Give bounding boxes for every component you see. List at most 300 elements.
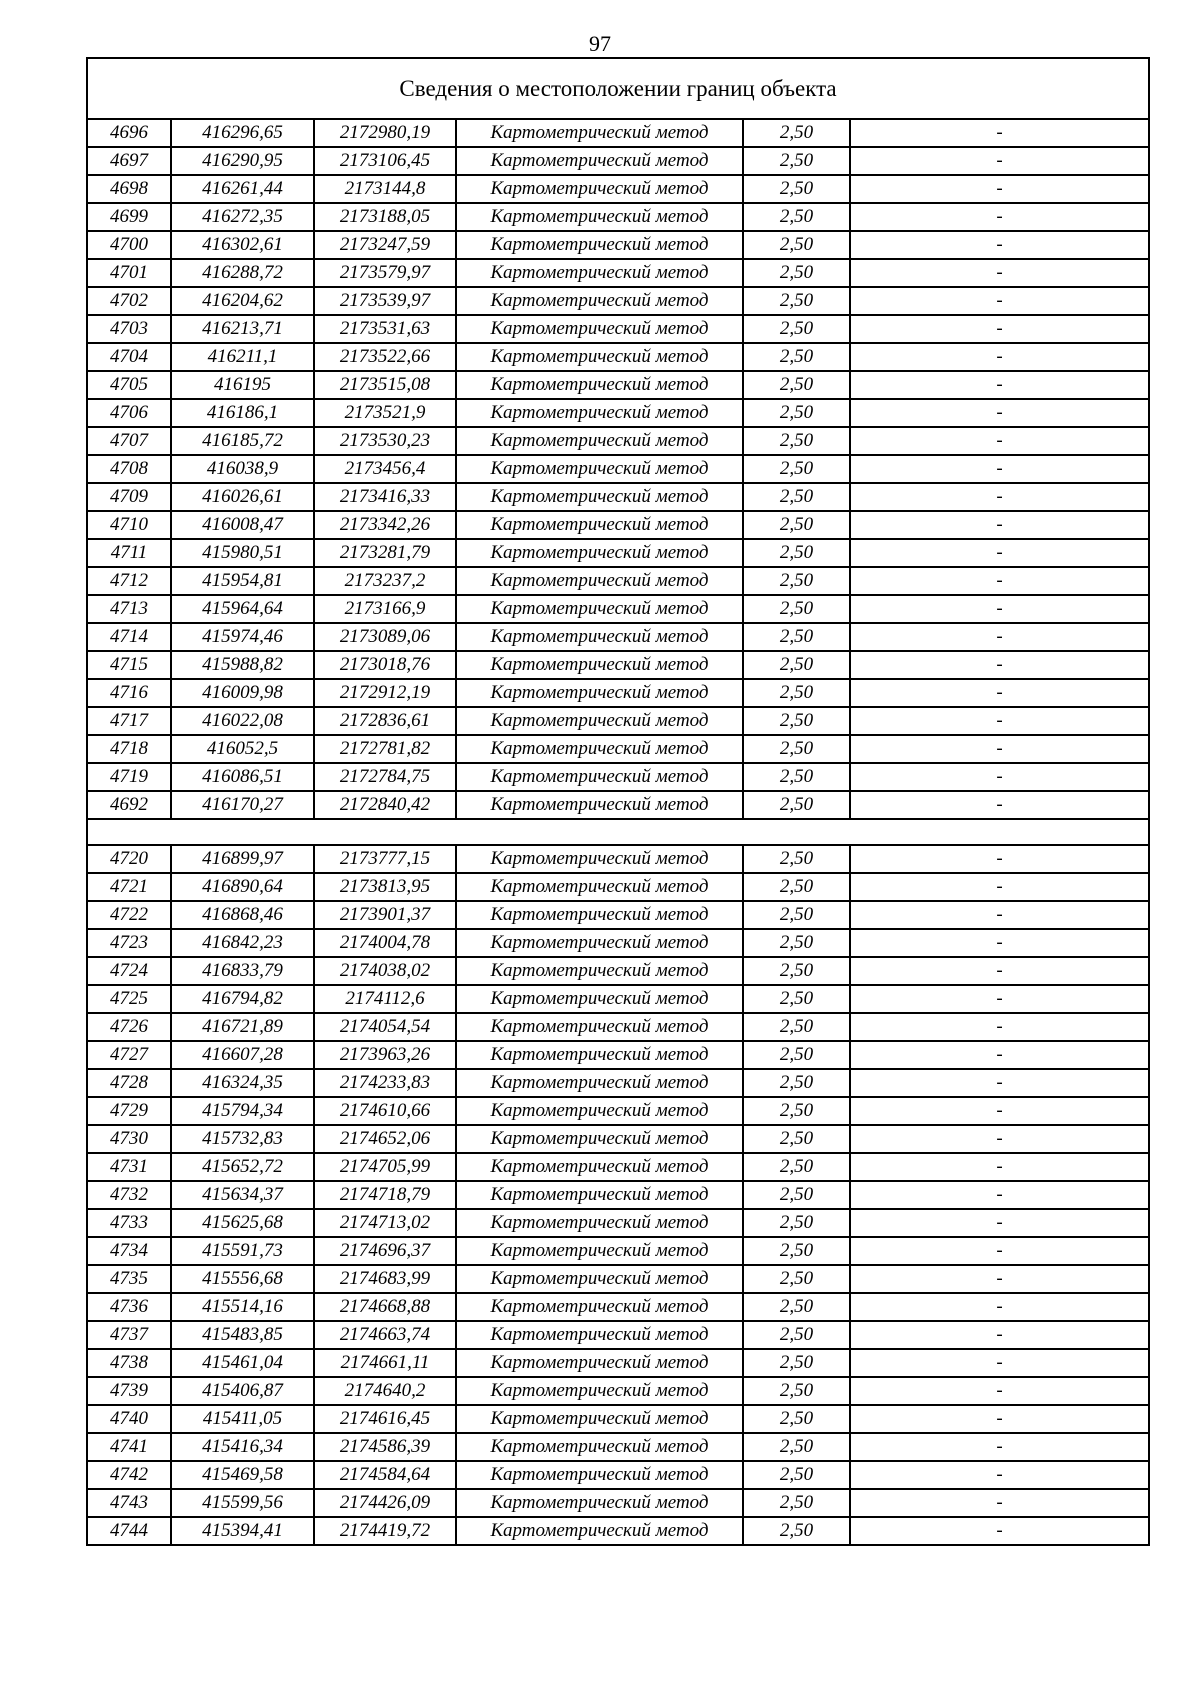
point-number-cell: 4696 — [87, 119, 171, 147]
coord-x-cell: 415591,73 — [171, 1237, 314, 1265]
accuracy-cell: 2,50 — [743, 231, 850, 259]
coord-y-cell: 2174696,37 — [314, 1237, 456, 1265]
accuracy-cell: 2,50 — [743, 455, 850, 483]
description-cell: - — [850, 147, 1149, 175]
method-cell: Картометрический метод — [456, 901, 743, 929]
accuracy-cell: 2,50 — [743, 1461, 850, 1489]
table-row — [87, 1321, 1149, 1349]
point-number-cell: 4717 — [87, 707, 171, 735]
table-row — [87, 679, 1149, 707]
coord-y-cell: 2173901,37 — [314, 901, 456, 929]
method-cell: Картометрический метод — [456, 1153, 743, 1181]
method-cell: Картометрический метод — [456, 399, 743, 427]
accuracy-cell: 2,50 — [743, 1097, 850, 1125]
coord-y-cell: 2174713,02 — [314, 1209, 456, 1237]
accuracy-cell: 2,50 — [743, 1433, 850, 1461]
coord-y-cell: 2173531,63 — [314, 315, 456, 343]
description-cell: - — [850, 455, 1149, 483]
method-cell: Картометрический метод — [456, 539, 743, 567]
accuracy-cell: 2,50 — [743, 1265, 850, 1293]
accuracy-cell: 2,50 — [743, 929, 850, 957]
method-cell: Картометрический метод — [456, 1181, 743, 1209]
point-number-cell: 4710 — [87, 511, 171, 539]
accuracy-cell: 2,50 — [743, 147, 850, 175]
accuracy-cell: 2,50 — [743, 763, 850, 791]
coord-x-cell: 415652,72 — [171, 1153, 314, 1181]
description-cell: - — [850, 175, 1149, 203]
coord-y-cell: 2173089,06 — [314, 623, 456, 651]
accuracy-cell: 2,50 — [743, 1293, 850, 1321]
table-row — [87, 1125, 1149, 1153]
accuracy-cell: 2,50 — [743, 511, 850, 539]
coord-x-cell: 415964,64 — [171, 595, 314, 623]
coord-x-cell: 415406,87 — [171, 1377, 314, 1405]
coord-x-cell: 415625,68 — [171, 1209, 314, 1237]
method-cell: Картометрический метод — [456, 1293, 743, 1321]
accuracy-cell: 2,50 — [743, 399, 850, 427]
point-number-cell: 4731 — [87, 1153, 171, 1181]
accuracy-cell: 2,50 — [743, 287, 850, 315]
description-cell: - — [850, 1265, 1149, 1293]
coord-x-cell: 416052,5 — [171, 735, 314, 763]
coord-y-cell: 2173188,05 — [314, 203, 456, 231]
point-number-cell: 4734 — [87, 1237, 171, 1265]
point-number-cell: 4728 — [87, 1069, 171, 1097]
coord-x-cell: 416272,35 — [171, 203, 314, 231]
accuracy-cell: 2,50 — [743, 845, 850, 873]
table-row — [87, 763, 1149, 791]
coord-y-cell: 2174584,64 — [314, 1461, 456, 1489]
coord-y-cell: 2174233,83 — [314, 1069, 456, 1097]
method-cell: Картометрический метод — [456, 1517, 743, 1545]
method-cell: Картометрический метод — [456, 929, 743, 957]
method-cell: Картометрический метод — [456, 343, 743, 371]
description-cell: - — [850, 371, 1149, 399]
point-number-cell: 4713 — [87, 595, 171, 623]
description-cell: - — [850, 735, 1149, 763]
point-number-cell: 4697 — [87, 147, 171, 175]
coord-x-cell: 416195 — [171, 371, 314, 399]
title-row — [87, 58, 1149, 119]
method-cell: Картометрический метод — [456, 595, 743, 623]
point-number-cell: 4725 — [87, 985, 171, 1013]
method-cell: Картометрический метод — [456, 1433, 743, 1461]
accuracy-cell: 2,50 — [743, 1209, 850, 1237]
coord-x-cell: 415483,85 — [171, 1321, 314, 1349]
accuracy-cell: 2,50 — [743, 483, 850, 511]
point-number-cell: 4704 — [87, 343, 171, 371]
coord-y-cell: 2173416,33 — [314, 483, 456, 511]
table-row — [87, 1013, 1149, 1041]
point-number-cell: 4723 — [87, 929, 171, 957]
description-cell: - — [850, 203, 1149, 231]
description-cell: - — [850, 1041, 1149, 1069]
point-number-cell: 4724 — [87, 957, 171, 985]
table-title: Сведения о местоположении границ объекта — [87, 58, 1149, 119]
method-cell: Картометрический метод — [456, 287, 743, 315]
table-row — [87, 901, 1149, 929]
description-cell: - — [850, 1377, 1149, 1405]
point-number-cell: 4716 — [87, 679, 171, 707]
method-cell: Картометрический метод — [456, 763, 743, 791]
method-cell: Картометрический метод — [456, 707, 743, 735]
table-row — [87, 1237, 1149, 1265]
accuracy-cell: 2,50 — [743, 1405, 850, 1433]
coord-x-cell: 416302,61 — [171, 231, 314, 259]
coord-x-cell: 415556,68 — [171, 1265, 314, 1293]
accuracy-cell: 2,50 — [743, 651, 850, 679]
accuracy-cell: 2,50 — [743, 1321, 850, 1349]
accuracy-cell: 2,50 — [743, 259, 850, 287]
point-number-cell: 4719 — [87, 763, 171, 791]
coord-x-cell: 415732,83 — [171, 1125, 314, 1153]
method-cell: Картометрический метод — [456, 735, 743, 763]
table-row — [87, 791, 1149, 819]
table-row — [87, 147, 1149, 175]
description-cell: - — [850, 511, 1149, 539]
description-cell: - — [850, 791, 1149, 819]
table-row — [87, 455, 1149, 483]
point-number-cell: 4721 — [87, 873, 171, 901]
method-cell: Картометрический метод — [456, 651, 743, 679]
coord-x-cell: 416833,79 — [171, 957, 314, 985]
point-number-cell: 4722 — [87, 901, 171, 929]
table-row — [87, 1041, 1149, 1069]
accuracy-cell: 2,50 — [743, 1349, 850, 1377]
method-cell: Картометрический метод — [456, 315, 743, 343]
point-number-cell: 4703 — [87, 315, 171, 343]
coord-y-cell: 2174683,99 — [314, 1265, 456, 1293]
accuracy-cell: 2,50 — [743, 623, 850, 651]
method-cell: Картометрический метод — [456, 231, 743, 259]
table-row — [87, 1517, 1149, 1545]
description-cell: - — [850, 427, 1149, 455]
table-row — [87, 1153, 1149, 1181]
method-cell: Картометрический метод — [456, 1405, 743, 1433]
description-cell: - — [850, 679, 1149, 707]
accuracy-cell: 2,50 — [743, 427, 850, 455]
description-cell: - — [850, 1433, 1149, 1461]
point-number-cell: 4736 — [87, 1293, 171, 1321]
point-number-cell: 4702 — [87, 287, 171, 315]
coord-y-cell: 2174718,79 — [314, 1181, 456, 1209]
coord-y-cell: 2174652,06 — [314, 1125, 456, 1153]
point-number-cell: 4711 — [87, 539, 171, 567]
description-cell: - — [850, 1209, 1149, 1237]
accuracy-cell: 2,50 — [743, 175, 850, 203]
coord-y-cell: 2172781,82 — [314, 735, 456, 763]
description-cell: - — [850, 845, 1149, 873]
coord-y-cell: 2173813,95 — [314, 873, 456, 901]
point-number-cell: 4699 — [87, 203, 171, 231]
coord-y-cell: 2173522,66 — [314, 343, 456, 371]
point-number-cell: 4729 — [87, 1097, 171, 1125]
coord-x-cell: 415514,16 — [171, 1293, 314, 1321]
description-cell: - — [850, 929, 1149, 957]
method-cell: Картометрический метод — [456, 567, 743, 595]
method-cell: Картометрический метод — [456, 1265, 743, 1293]
accuracy-cell: 2,50 — [743, 1489, 850, 1517]
coord-x-cell: 416213,71 — [171, 315, 314, 343]
accuracy-cell: 2,50 — [743, 1041, 850, 1069]
coord-x-cell: 415599,56 — [171, 1489, 314, 1517]
point-number-cell: 4735 — [87, 1265, 171, 1293]
table-row — [87, 1069, 1149, 1097]
method-cell: Картометрический метод — [456, 203, 743, 231]
coord-x-cell: 416607,28 — [171, 1041, 314, 1069]
description-cell: - — [850, 651, 1149, 679]
method-cell: Картометрический метод — [456, 455, 743, 483]
point-number-cell: 4712 — [87, 567, 171, 595]
description-cell: - — [850, 1321, 1149, 1349]
method-cell: Картометрический метод — [456, 427, 743, 455]
coord-y-cell: 2173342,26 — [314, 511, 456, 539]
coord-x-cell: 416086,51 — [171, 763, 314, 791]
accuracy-cell: 2,50 — [743, 791, 850, 819]
table-row — [87, 1461, 1149, 1489]
table-row — [87, 929, 1149, 957]
accuracy-cell: 2,50 — [743, 371, 850, 399]
description-cell: - — [850, 343, 1149, 371]
point-number-cell: 4708 — [87, 455, 171, 483]
table-row — [87, 1489, 1149, 1517]
description-cell: - — [850, 399, 1149, 427]
coord-x-cell: 415416,34 — [171, 1433, 314, 1461]
coord-y-cell: 2173106,45 — [314, 147, 456, 175]
description-cell: - — [850, 287, 1149, 315]
method-cell: Картометрический метод — [456, 147, 743, 175]
method-cell: Картометрический метод — [456, 845, 743, 873]
method-cell: Картометрический метод — [456, 873, 743, 901]
coord-x-cell: 416842,23 — [171, 929, 314, 957]
coord-y-cell: 2174668,88 — [314, 1293, 456, 1321]
accuracy-cell: 2,50 — [743, 315, 850, 343]
coord-y-cell: 2174004,78 — [314, 929, 456, 957]
table-row — [87, 595, 1149, 623]
accuracy-cell: 2,50 — [743, 1517, 850, 1545]
coord-y-cell: 2173530,23 — [314, 427, 456, 455]
table-row — [87, 371, 1149, 399]
coord-y-cell: 2172840,42 — [314, 791, 456, 819]
description-cell: - — [850, 1293, 1149, 1321]
accuracy-cell: 2,50 — [743, 679, 850, 707]
coord-x-cell: 415794,34 — [171, 1097, 314, 1125]
method-cell: Картометрический метод — [456, 259, 743, 287]
description-cell: - — [850, 315, 1149, 343]
accuracy-cell: 2,50 — [743, 119, 850, 147]
coord-x-cell: 416026,61 — [171, 483, 314, 511]
table-row — [87, 483, 1149, 511]
point-number-cell: 4705 — [87, 371, 171, 399]
description-cell: - — [850, 1013, 1149, 1041]
coord-y-cell: 2173777,15 — [314, 845, 456, 873]
coord-x-cell: 416868,46 — [171, 901, 314, 929]
coord-y-cell: 2173521,9 — [314, 399, 456, 427]
method-cell: Картометрический метод — [456, 119, 743, 147]
description-cell: - — [850, 259, 1149, 287]
accuracy-cell: 2,50 — [743, 901, 850, 929]
accuracy-cell: 2,50 — [743, 539, 850, 567]
method-cell: Картометрический метод — [456, 1097, 743, 1125]
coord-x-cell: 415974,46 — [171, 623, 314, 651]
coord-x-cell: 416008,47 — [171, 511, 314, 539]
coord-x-cell: 416211,1 — [171, 343, 314, 371]
point-number-cell: 4730 — [87, 1125, 171, 1153]
description-cell: - — [850, 539, 1149, 567]
point-number-cell: 4742 — [87, 1461, 171, 1489]
coord-y-cell: 2174586,39 — [314, 1433, 456, 1461]
description-cell: - — [850, 1237, 1149, 1265]
table-row — [87, 623, 1149, 651]
point-number-cell: 4727 — [87, 1041, 171, 1069]
table-row — [87, 1097, 1149, 1125]
accuracy-cell: 2,50 — [743, 1125, 850, 1153]
method-cell: Картометрический метод — [456, 1489, 743, 1517]
point-number-cell: 4738 — [87, 1349, 171, 1377]
method-cell: Картометрический метод — [456, 371, 743, 399]
table-row — [87, 735, 1149, 763]
coord-y-cell: 2174419,72 — [314, 1517, 456, 1545]
accuracy-cell: 2,50 — [743, 957, 850, 985]
coord-y-cell: 2173456,4 — [314, 455, 456, 483]
method-cell: Картометрический метод — [456, 791, 743, 819]
method-cell: Картометрический метод — [456, 1377, 743, 1405]
coord-x-cell: 416324,35 — [171, 1069, 314, 1097]
coord-y-cell: 2172784,75 — [314, 763, 456, 791]
point-number-cell: 4737 — [87, 1321, 171, 1349]
coord-y-cell: 2174112,6 — [314, 985, 456, 1013]
method-cell: Картометрический метод — [456, 1041, 743, 1069]
coord-y-cell: 2174705,99 — [314, 1153, 456, 1181]
coord-y-cell: 2172912,19 — [314, 679, 456, 707]
coord-y-cell: 2173247,59 — [314, 231, 456, 259]
table-row — [87, 985, 1149, 1013]
point-number-cell: 4726 — [87, 1013, 171, 1041]
coord-y-cell: 2174054,54 — [314, 1013, 456, 1041]
method-cell: Картометрический метод — [456, 483, 743, 511]
coord-y-cell: 2173237,2 — [314, 567, 456, 595]
coord-x-cell: 415461,04 — [171, 1349, 314, 1377]
point-number-cell: 4740 — [87, 1405, 171, 1433]
point-number-cell: 4700 — [87, 231, 171, 259]
page-number: 97 — [589, 31, 611, 56]
coord-x-cell: 416261,44 — [171, 175, 314, 203]
description-cell: - — [850, 1153, 1149, 1181]
point-number-cell: 4709 — [87, 483, 171, 511]
coord-y-cell: 2174616,45 — [314, 1405, 456, 1433]
accuracy-cell: 2,50 — [743, 1181, 850, 1209]
method-cell: Картометрический метод — [456, 679, 743, 707]
method-cell: Картометрический метод — [456, 1461, 743, 1489]
table-row — [87, 259, 1149, 287]
accuracy-cell: 2,50 — [743, 1237, 850, 1265]
accuracy-cell: 2,50 — [743, 595, 850, 623]
table-row — [87, 399, 1149, 427]
method-cell: Картометрический метод — [456, 1013, 743, 1041]
accuracy-cell: 2,50 — [743, 343, 850, 371]
point-number-cell: 4706 — [87, 399, 171, 427]
method-cell: Картометрический метод — [456, 1321, 743, 1349]
table-row — [87, 539, 1149, 567]
method-cell: Картометрический метод — [456, 1349, 743, 1377]
coord-y-cell: 2174038,02 — [314, 957, 456, 985]
coord-x-cell: 416794,82 — [171, 985, 314, 1013]
coord-x-cell: 416290,95 — [171, 147, 314, 175]
point-number-cell: 4739 — [87, 1377, 171, 1405]
method-cell: Картометрический метод — [456, 957, 743, 985]
description-cell: - — [850, 483, 1149, 511]
coord-y-cell: 2172836,61 — [314, 707, 456, 735]
table-row — [87, 1293, 1149, 1321]
coord-x-cell: 416185,72 — [171, 427, 314, 455]
accuracy-cell: 2,50 — [743, 1069, 850, 1097]
table-row — [87, 231, 1149, 259]
coord-x-cell: 416296,65 — [171, 119, 314, 147]
description-cell: - — [850, 1405, 1149, 1433]
table-row — [87, 1181, 1149, 1209]
table-row — [87, 1405, 1149, 1433]
point-number-cell: 4692 — [87, 791, 171, 819]
table-row — [87, 427, 1149, 455]
coord-x-cell: 415954,81 — [171, 567, 314, 595]
table-body — [87, 58, 1149, 1545]
accuracy-cell: 2,50 — [743, 873, 850, 901]
description-cell: - — [850, 1489, 1149, 1517]
point-number-cell: 4732 — [87, 1181, 171, 1209]
accuracy-cell: 2,50 — [743, 1013, 850, 1041]
point-number-cell: 4698 — [87, 175, 171, 203]
coord-x-cell: 415411,05 — [171, 1405, 314, 1433]
point-number-cell: 4743 — [87, 1489, 171, 1517]
accuracy-cell: 2,50 — [743, 567, 850, 595]
description-cell: - — [850, 707, 1149, 735]
coord-y-cell: 2173144,8 — [314, 175, 456, 203]
table-row — [87, 957, 1149, 985]
table-row — [87, 651, 1149, 679]
description-cell: - — [850, 623, 1149, 651]
description-cell: - — [850, 1069, 1149, 1097]
description-cell: - — [850, 873, 1149, 901]
coord-x-cell: 415469,58 — [171, 1461, 314, 1489]
table-row — [87, 119, 1149, 147]
table-row — [87, 873, 1149, 901]
coord-x-cell: 416186,1 — [171, 399, 314, 427]
method-cell: Картометрический метод — [456, 985, 743, 1013]
method-cell: Картометрический метод — [456, 175, 743, 203]
coord-y-cell: 2174640,2 — [314, 1377, 456, 1405]
method-cell: Картометрический метод — [456, 1237, 743, 1265]
table-row — [87, 343, 1149, 371]
table-row — [87, 707, 1149, 735]
description-cell: - — [850, 1349, 1149, 1377]
coord-x-cell: 416890,64 — [171, 873, 314, 901]
method-cell: Картометрический метод — [456, 623, 743, 651]
description-cell: - — [850, 901, 1149, 929]
description-cell: - — [850, 1181, 1149, 1209]
description-cell: - — [850, 567, 1149, 595]
accuracy-cell: 2,50 — [743, 203, 850, 231]
table-row — [87, 1265, 1149, 1293]
coord-x-cell: 416721,89 — [171, 1013, 314, 1041]
table-row — [87, 287, 1149, 315]
table-row — [87, 511, 1149, 539]
point-number-cell: 4714 — [87, 623, 171, 651]
point-number-cell: 4701 — [87, 259, 171, 287]
coord-x-cell: 416022,08 — [171, 707, 314, 735]
coord-y-cell: 2173539,97 — [314, 287, 456, 315]
coord-y-cell: 2173018,76 — [314, 651, 456, 679]
coord-y-cell: 2174663,74 — [314, 1321, 456, 1349]
